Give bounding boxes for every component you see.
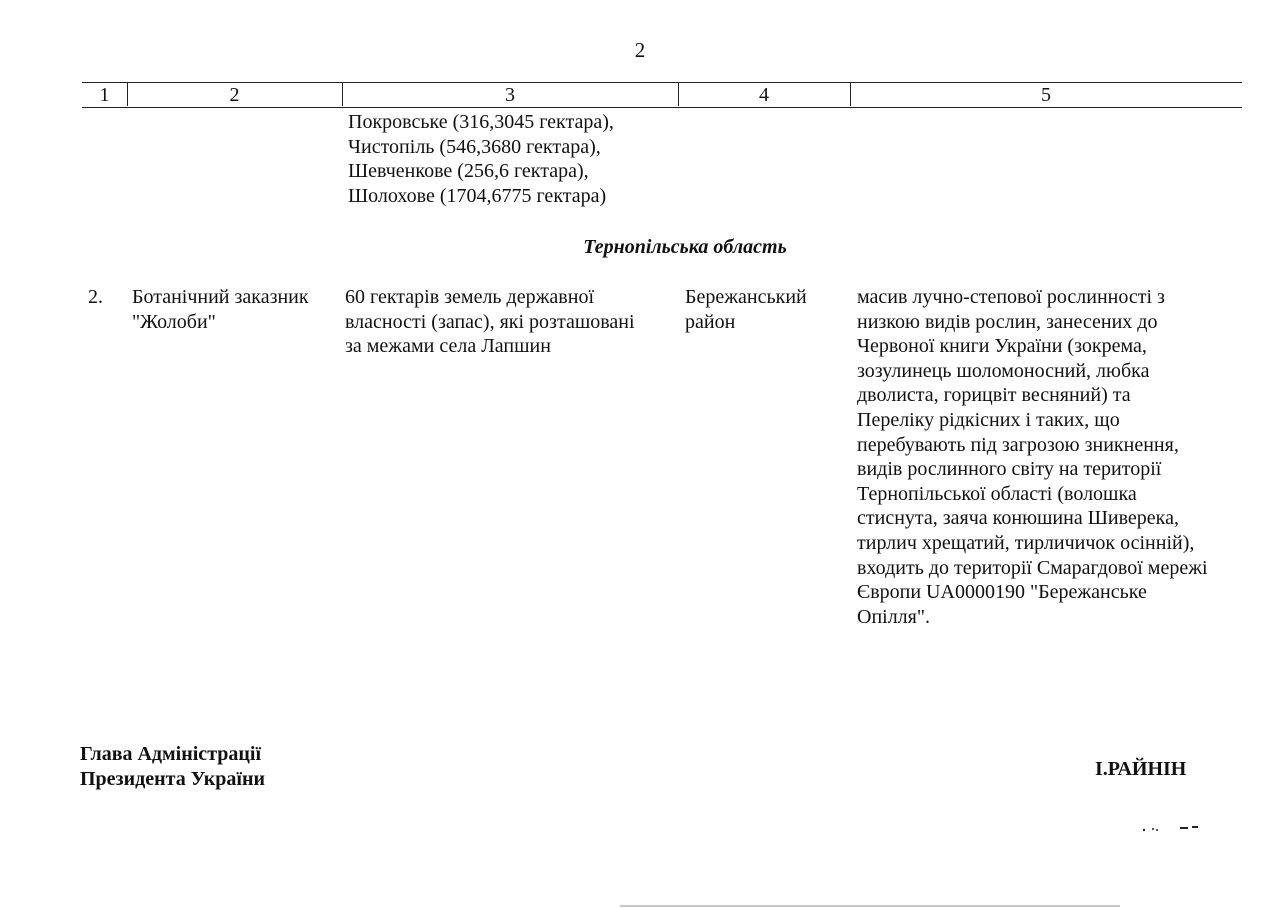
area-line: Покровське (316,3045 гектара), xyxy=(348,111,614,133)
description-line: Опілля". xyxy=(857,605,931,628)
page-number: 2 xyxy=(634,38,646,62)
row-number: 2. xyxy=(88,286,103,308)
description-line: Червоної книги України (зокрема, xyxy=(857,335,1147,358)
description-line: Європи UA0000190 "Бережанське xyxy=(857,581,1147,604)
signature-scribble xyxy=(1140,824,1200,834)
area-line: Шевченкове (256,6 гектара), xyxy=(348,160,589,183)
description-line: низкою видів рослин, занесених до xyxy=(857,310,1158,333)
area-line: 60 гектарів земель державної xyxy=(345,286,594,308)
description-line: видів рослинного світу на території xyxy=(857,458,1162,481)
header-col-5: 5 xyxy=(1041,84,1051,106)
description-line: масив лучно-степової рослинності з xyxy=(857,286,1165,308)
area-line: Чистопіль (546,3680 гектара), xyxy=(348,135,601,158)
description-line: стиснута, заяча конюшина Шиверека, xyxy=(857,507,1179,530)
description-line: входить до території Смарагдової мережі xyxy=(857,556,1208,579)
region-heading: Тернопільська область xyxy=(583,236,787,258)
area-line: власності (запас), які розташовані xyxy=(345,310,635,333)
table-header xyxy=(82,82,1242,108)
signatory-name: І.РАЙНІН xyxy=(1095,758,1187,780)
description-line: тирлич хрещатий, тирличичок осінній), xyxy=(857,532,1195,554)
object-name-line: "Жолоби" xyxy=(132,310,216,333)
description-line: зозулинець шоломоносний, любка xyxy=(857,359,1150,382)
header-col-1: 1 xyxy=(99,84,110,106)
district-line: район xyxy=(685,310,736,333)
description-line: дволиста, горицвіт весняний) та xyxy=(857,384,1131,407)
area-line: Шолохове (1704,6775 гектара) xyxy=(348,184,607,207)
district-line: Бережанський xyxy=(685,286,807,308)
description-line: Переліку рідкісних і таких, що xyxy=(857,409,1120,431)
header-col-2: 2 xyxy=(229,84,240,106)
header-col-4: 4 xyxy=(759,84,769,106)
signature-title-line: Глава Адміністрації xyxy=(80,743,262,765)
signature-title-line: Президента України xyxy=(80,768,265,790)
description-line: Тернопільської області (волошка xyxy=(857,482,1137,505)
object-name-line: Ботанічний заказник xyxy=(132,286,309,308)
description-line: перебувають під загрозою зникнення, xyxy=(857,433,1179,456)
area-line: за межами села Лапшин xyxy=(345,335,551,358)
scan-edge-line xyxy=(620,905,1120,907)
header-col-3: 3 xyxy=(505,84,515,106)
